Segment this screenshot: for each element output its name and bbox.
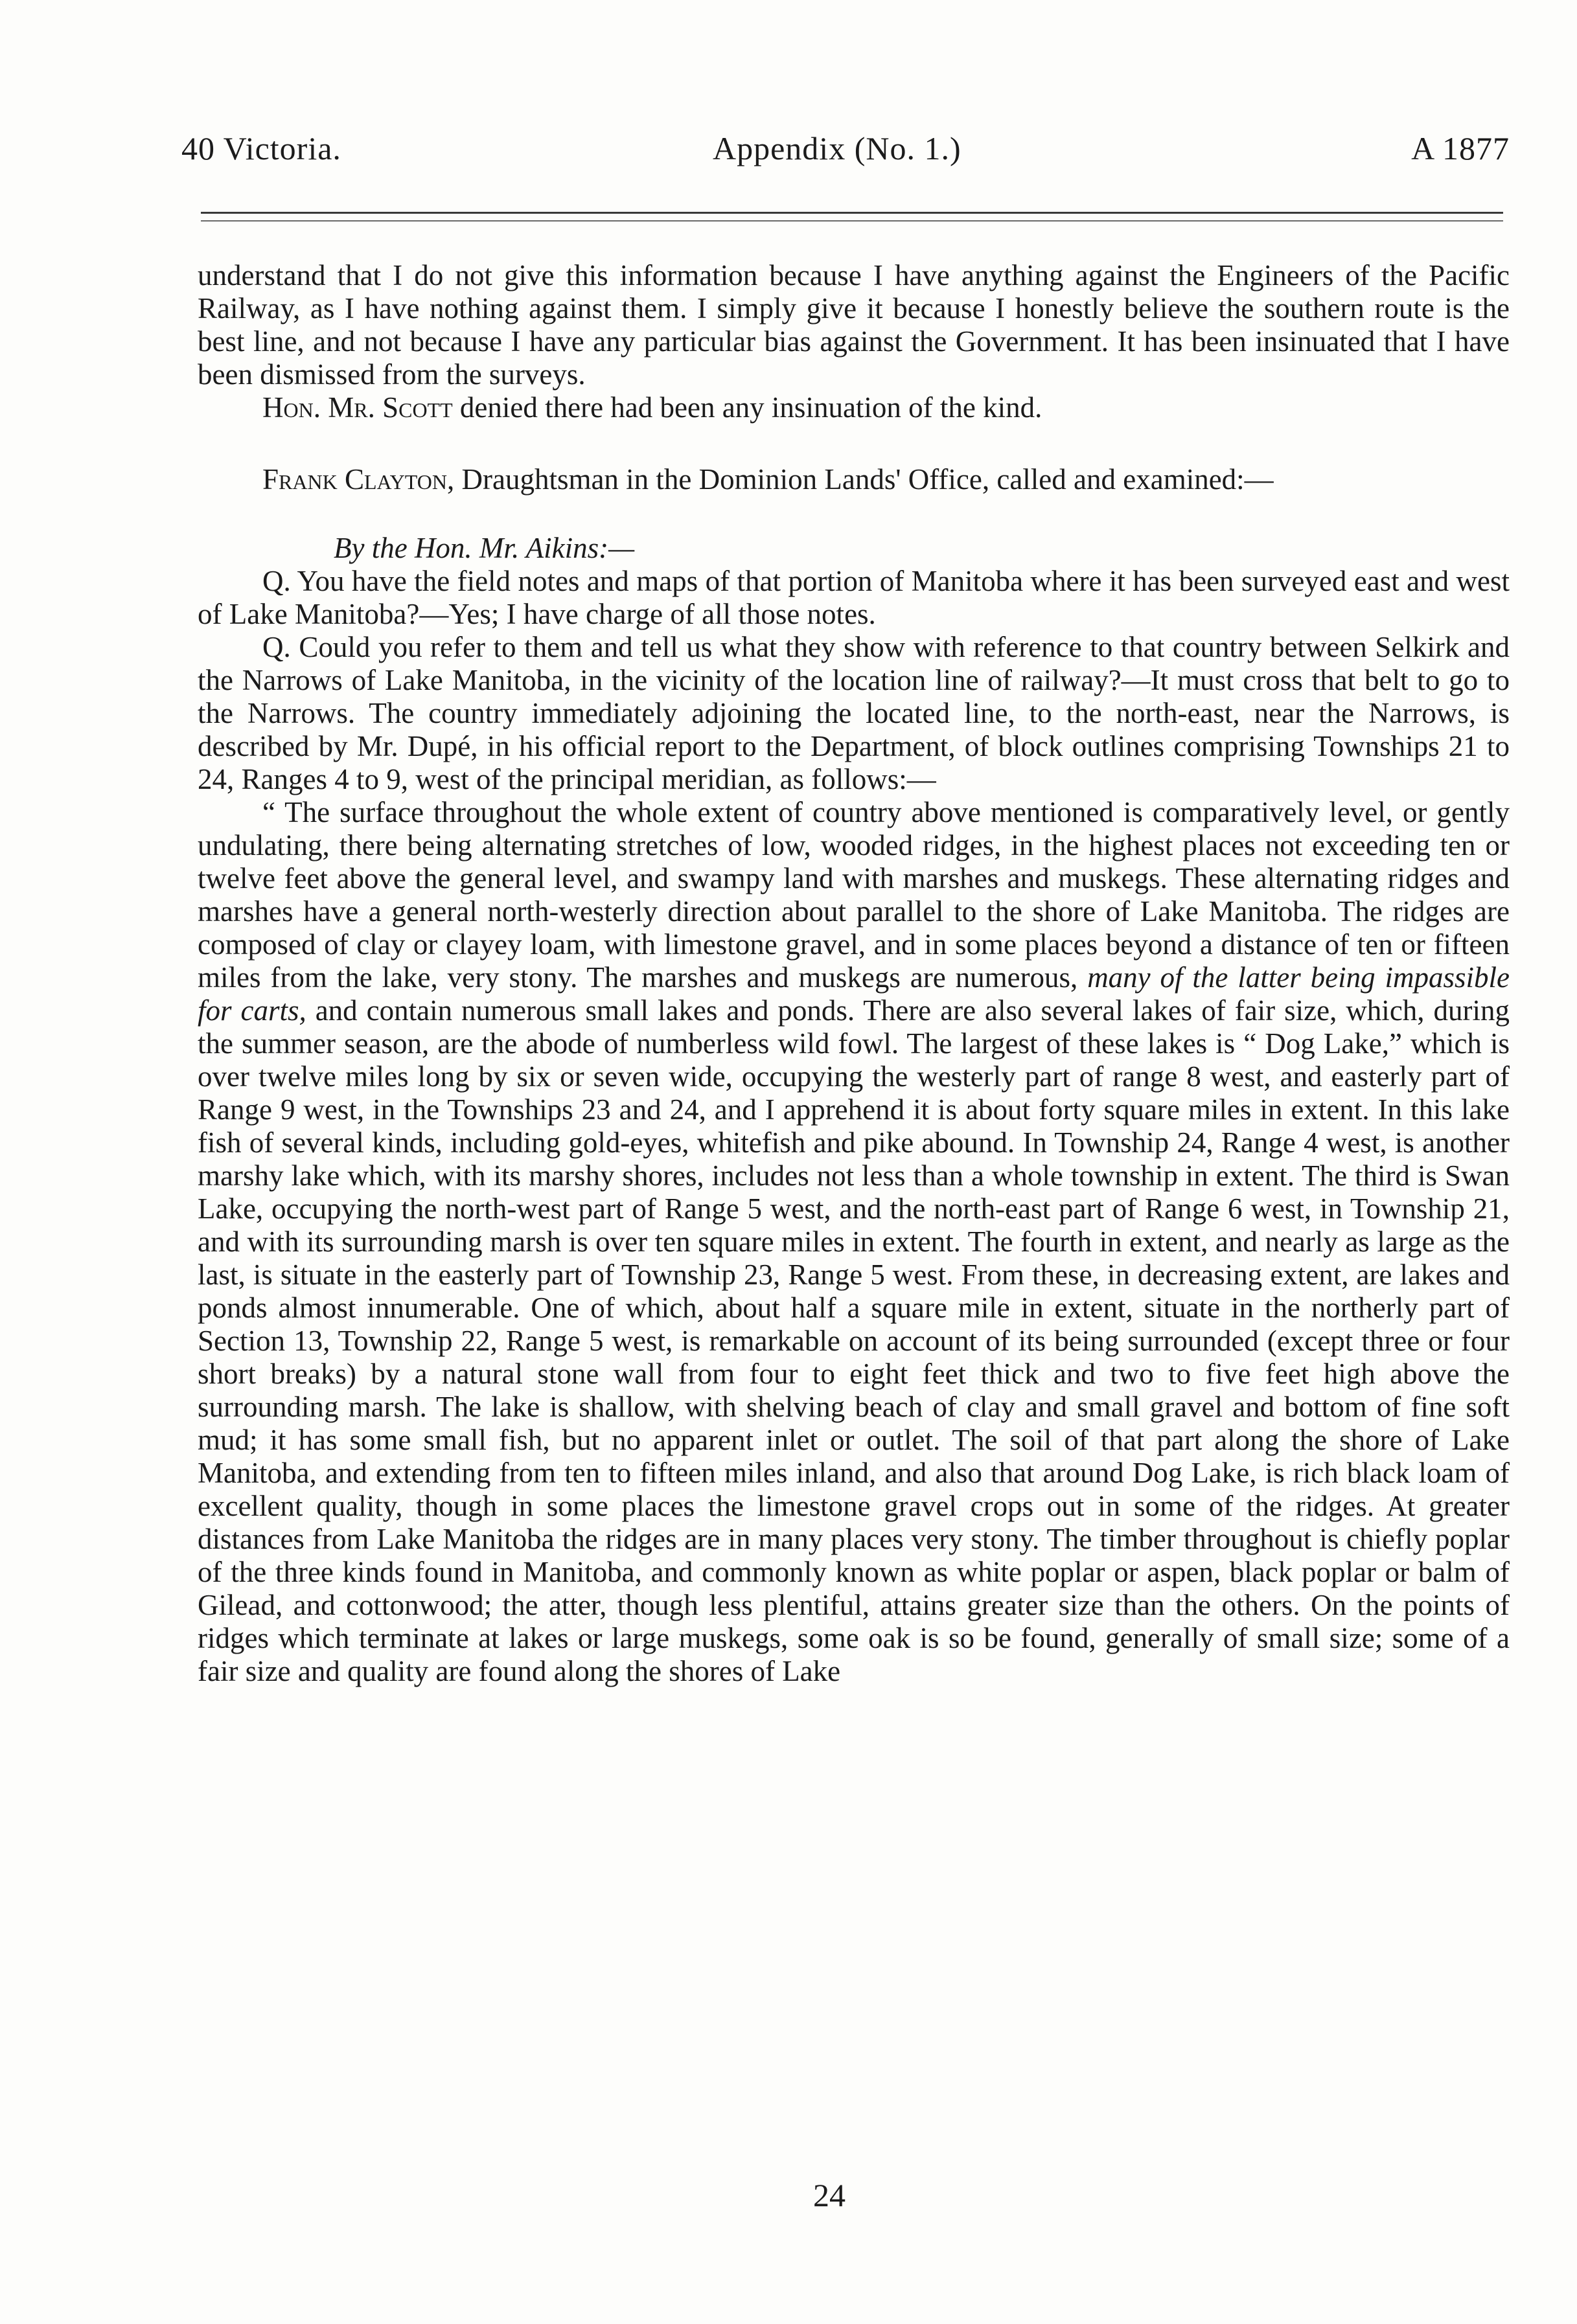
quoted-report bbox=[198, 796, 1510, 1688]
running-header bbox=[181, 130, 1510, 175]
examiner-byline: By the Hon. Mr. Aikins:— bbox=[334, 532, 635, 564]
header-rule-top bbox=[201, 212, 1503, 214]
paragraph-scott bbox=[198, 391, 1510, 424]
body-text bbox=[198, 259, 1510, 1688]
question-2: Q. Could you refer to them and tell us what they show with reference to that country between Selkirk and the Narrows of Lake Manitoba, in the vicinity of the location line of railway?—It must cross that belt to go to the Narrows. The country immediately adjoining the located line, to the north-east, near the Narrows, is described by Mr. Dupé, in his official report to the Department, of block outlines comprising Townships 21 to 24, Ranges 4 to 9, west of the principal meridian, as follows:— bbox=[198, 631, 1510, 795]
witness-name: Frank Clayton, bbox=[262, 463, 455, 496]
paragraph-continuation: understand that I do not give this information because I have anything against the Engineers of the Pacific Railway, as I have nothing against them. I simply give it because I honestly believe the southern route is the best line, and not because I have any particular bias against the Government. It has been insinuated that I have been dismissed from the surveys. bbox=[198, 259, 1510, 391]
page-number: 24 bbox=[813, 2177, 846, 2213]
header-appendix: Appendix (No. 1.) bbox=[713, 130, 961, 166]
witness-heading bbox=[198, 463, 1510, 496]
quote-part-b: and contain numerous small lakes and ponds. There are also several lakes of fair size, which, during the summer season, are the abode of numberless wild fowl. The largest of these lakes is “ Dog Lake,” which is over twelve miles long by six or seven wide, occupying the westerly part of range 8 west, and easterly part of Range 9 west, in the Townships 23 and 24, and I apprehend it is about forty square miles in extent. In this lake fish of several kinds, including gold-eyes, whitefish and pike abound. In Township 24, Range 4 west, is another marshy lake which, with its marshy shores, includes not less than a whole township in extent. The third is Swan Lake, occupying the north-west part of Range 5 west, and the north-east part of Range 6 west, in Township 21, and with its surrounding marsh is over ten square miles in extent. The fourth in extent, and nearly as large as the last, is situate in the easterly part of Township 23, Range 5 west. From these, in decreasing extent, are lakes and ponds almost innumerable. One of which, about half a square mile in extent, situate in the northerly part of Section 13, Township 22, Range 5 west, is remarkable on account of its being surrounded (except three or four short breaks) by a natural stone wall from four to eight feet thick and two to five feet high above the surrounding marsh. The lake is shallow, with shelving beach of clay and small gravel and bottom of fine soft mud; it has some small fish, but no apparent inlet or outlet. The soil of that part along the shore of Lake Manitoba, and extending from ten to fifteen miles inland, and also that around Dog Lake, is rich black loam of excellent quality, though in some places the limestone gravel crops out in some of the ridges. At greater distances from Lake Manitoba the ridges are in many places very stony. The timber throughout is chiefly poplar of the three kinds found in Manitoba, and commonly known as white poplar or aspen, black poplar or balm of Gilead, and cottonwood; the atter, though less plentiful, attains greater size than the others. On the points of ridges which terminate at lakes or large muskegs, some oak is so be found, generally of small size; some of a fair size and quality are found along the shores of Lake bbox=[198, 994, 1510, 1687]
header-rule-bottom bbox=[201, 220, 1503, 222]
header-session: 40 Victoria. bbox=[181, 130, 341, 166]
speaker-name: Hon. Mr. Scott bbox=[262, 391, 453, 424]
paragraph-text: denied there had been any insinuation of the kind. bbox=[452, 391, 1042, 424]
quote-italic: many of the latter being impassible for carts, bbox=[198, 961, 1510, 1027]
header-year: A 1877 bbox=[1411, 130, 1510, 166]
witness-description: Draughtsman in the Dominion Lands' Office, called and examined:— bbox=[454, 463, 1274, 496]
question-1: Q. You have the field notes and maps of that portion of Manitoba where it has been surveyed east and west of Lake Manitoba?—Yes; I have charge of all those notes. bbox=[198, 565, 1510, 630]
quote-part-a: “ The surface throughout the whole extent of country above mentioned is comparatively level, or gently undulating, there being alternating stretches of low, wooded ridges, in the highest places not exceeding ten or twelve feet above the general level, and swampy land with marshes and muskegs. These alternating ridges and marshes have a general north-westerly direction about parallel to the shore of Lake Manitoba. The ridges are composed of clay or clayey loam, with limestone gravel, and in some places beyond a distance of ten or fifteen miles from the lake, very stony. The marshes and muskegs are numerous, bbox=[198, 796, 1510, 994]
